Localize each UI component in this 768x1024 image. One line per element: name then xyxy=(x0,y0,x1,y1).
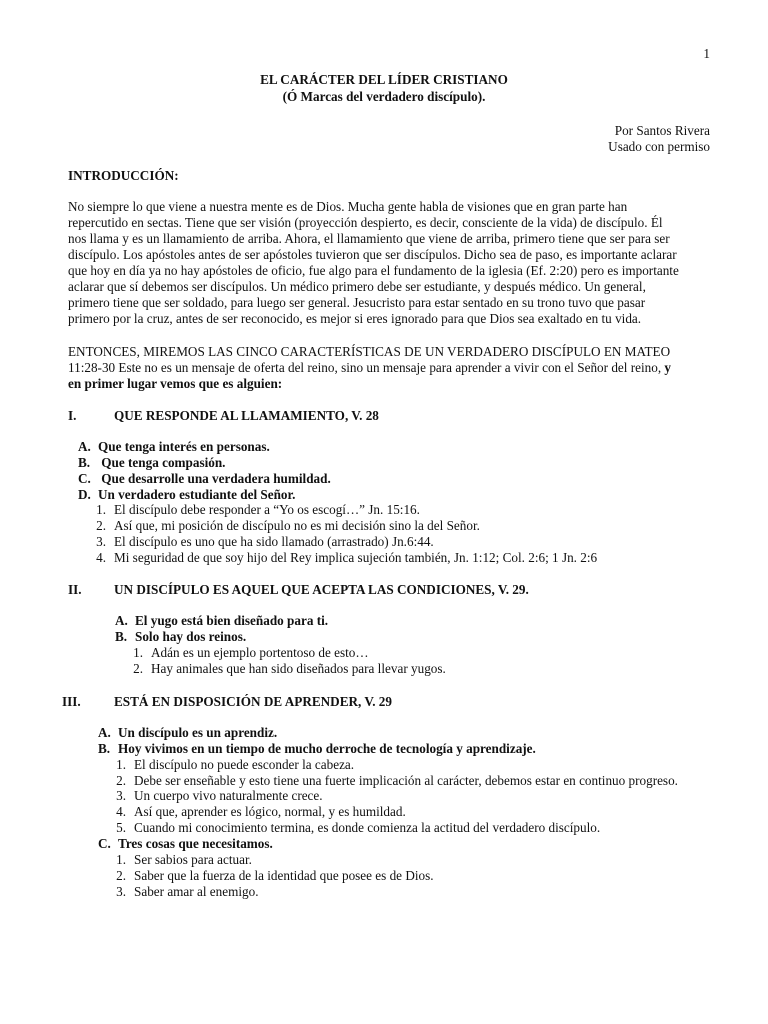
list-item: B. Solo hay dos reinos. xyxy=(115,629,247,644)
intro-line: repercutido en sectas. Tiene que ser visión (proyección despierto, es decir, consciente de la vida) de discípulo. Él xyxy=(68,215,663,230)
section-title: QUE RESPONDE AL LLAMAMIENTO, V. 28 xyxy=(114,408,379,423)
intro-line: discípulo. Los apóstoles antes de ser apóstoles tuvieron que ser discípulos. Dicho sea de paso, es importante aclarar xyxy=(68,247,677,262)
sub-item: 2. Así que, mi posición de discípulo no es mi decisión sino la del Señor. xyxy=(96,518,480,533)
section-number: I. xyxy=(68,408,77,423)
intro-line: que hoy en día ya no hay apóstoles de oficio, fue algo para el fundamento de la iglesia (Ef. 2:20) pero es importante xyxy=(68,263,679,278)
sub-item: 3. Saber amar al enemigo. xyxy=(116,884,259,899)
intro-line: nos llama y es un llamamiento de arriba. Ahora, el llamamiento que viene de arriba, primero tiene que ser para ser xyxy=(68,231,670,246)
sub-item: 1. Ser sabios para actuar. xyxy=(116,852,252,867)
sub-item: 2. Hay animales que han sido diseñados para llevar yugos. xyxy=(133,661,446,676)
list-item: C. Que desarrolle una verdadera humildad. xyxy=(78,471,331,486)
intro-heading: INTRODUCCIÓN: xyxy=(68,168,179,183)
list-item: A. Un discípulo es un aprendiz. xyxy=(98,725,278,740)
list-item: A. Que tenga interés en personas. xyxy=(78,439,270,454)
section-number: II. xyxy=(68,582,82,597)
page-number: 1 xyxy=(703,46,710,61)
intro-paragraph xyxy=(68,199,716,327)
intro-line: primero tiene que ser soldado, para luego ser general. Jesucristo para estar sentado en su trono tuvo que pasar xyxy=(68,295,646,310)
transition-paragraph xyxy=(68,344,716,392)
sub-item: 2. Debe ser enseñable y esto tiene una fuerte implicación al carácter, debemos estar en continuo progreso. xyxy=(116,773,678,788)
transition-bold: y xyxy=(661,360,672,375)
list-item: C. Tres cosas que necesitamos. xyxy=(98,836,273,851)
sub-item: 1. El discípulo debe responder a “Yo os escogí…” Jn. 15:16. xyxy=(96,502,420,517)
intro-line: aclarar que sí debemos ser discípulos. Un médico primero debe ser estudiante, y después médico. Un general, xyxy=(68,279,646,294)
transition-text: 11:28-30 Este no es un mensaje de oferta del reino, sino un mensaje para aprender a vivir con el Señor del reino, xyxy=(68,360,662,375)
sub-item: 4. Así que, aprender es lógico, normal, y es humildad. xyxy=(116,804,406,819)
document-subtitle: (Ó Marcas del verdadero discípulo). xyxy=(282,89,486,104)
section-title: ESTÁ EN DISPOSICIÓN DE APRENDER, V. 29 xyxy=(114,694,392,709)
list-item: A. El yugo está bien diseñado para ti. xyxy=(115,613,329,628)
list-item: B. Hoy vivimos en un tiempo de mucho derroche de tecnología y aprendizaje. xyxy=(98,741,536,756)
section-title: UN DISCÍPULO ES AQUEL QUE ACEPTA LAS CONDICIONES, V. 29. xyxy=(114,582,529,597)
transition-line: ENTONCES, MIREMOS LAS CINCO CARACTERÍSTICAS DE UN VERDADERO DISCÍPULO EN MATEO xyxy=(68,344,671,359)
intro-line: primero por la cruz, antes de ser reconocido, es mejor si eres ignorado para que Dios sea exaltado en tu vida. xyxy=(68,311,642,326)
transition-line xyxy=(68,376,716,392)
sub-item: 1. El discípulo no puede esconder la cabeza. xyxy=(116,757,355,772)
sub-item: 3. El discípulo es uno que ha sido llamado (arrastrado) Jn.6:44. xyxy=(96,534,434,549)
list-item: D. Un verdadero estudiante del Señor. xyxy=(78,487,296,502)
list-item: B. Que tenga compasión. xyxy=(78,455,226,470)
sub-item: 2. Saber que la fuerza de la identidad que posee es de Dios. xyxy=(116,868,434,883)
intro-line: No siempre lo que viene a nuestra mente es de Dios. Mucha gente habla de visiones que en gran parte han xyxy=(68,199,628,214)
sub-item: 4. Mi seguridad de que soy hijo del Rey implica sujeción también, Jn. 1:12; Col. 2:6; 1 Jn. 2:6 xyxy=(96,550,598,565)
transition-line xyxy=(68,360,716,376)
sub-item: 1. Adán es un ejemplo portentoso de esto… xyxy=(133,645,369,660)
section-number: III. xyxy=(62,694,81,709)
transition-bold: en primer lugar vemos que es alguien: xyxy=(68,376,283,391)
permission-line: Usado con permiso xyxy=(608,139,710,154)
sub-item: 5. Cuando mi conocimiento termina, es donde comienza la actitud del verdadero discípulo. xyxy=(116,820,601,835)
author-line: Por Santos Rivera xyxy=(614,123,710,138)
sub-item: 3. Un cuerpo vivo naturalmente crece. xyxy=(116,788,323,803)
document-title: EL CARÁCTER DEL LÍDER CRISTIANO xyxy=(260,72,508,87)
